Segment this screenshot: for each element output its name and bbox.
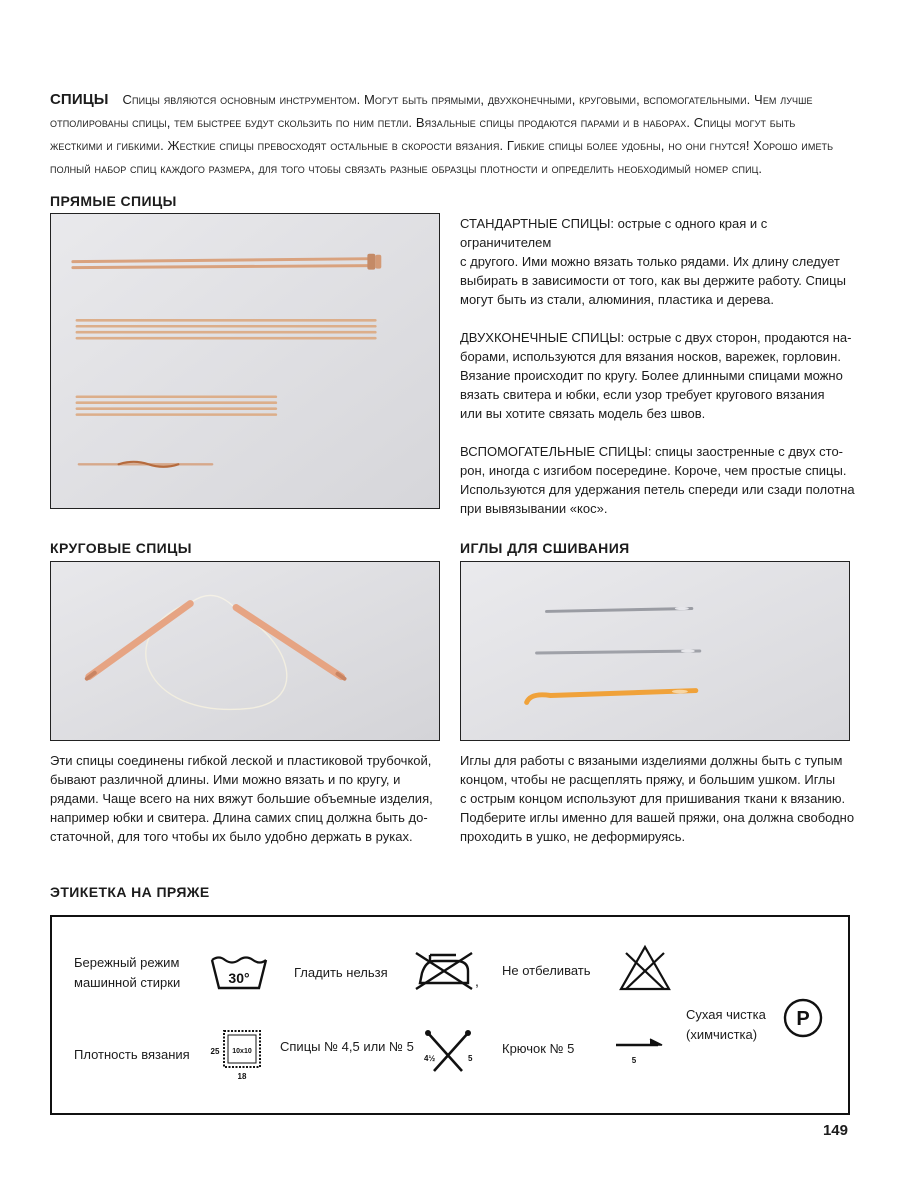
text-line: Вязание происходит по кругу. Более длинными спицами можно xyxy=(460,368,843,383)
text-line: с острым концом используют для пришивания ткани к вязанию. xyxy=(460,791,846,806)
text-line: например юбки и свитера. Длина самих спиц должна быть до- xyxy=(50,810,428,825)
iron-mark: , xyxy=(475,973,479,989)
circular-needles-text xyxy=(50,751,450,846)
intro-paragraph xyxy=(50,88,850,180)
hook-label: Крючок № 5 xyxy=(502,1041,575,1056)
sewing-needles-text xyxy=(460,751,860,846)
standard-needles-paragraph xyxy=(460,214,860,309)
gauge-stitches: 18 xyxy=(237,1072,247,1081)
heading-circular-needles: КРУГОВЫЕ СПИЦЫ xyxy=(50,540,192,556)
no-iron-icon xyxy=(412,947,476,993)
intro-lead: СПИЦЫ xyxy=(50,91,109,108)
heading-yarn-label: ЭТИКЕТКА НА ПРЯЖЕ xyxy=(50,884,210,900)
wash-label xyxy=(74,953,180,993)
hook-size: 5 xyxy=(631,1056,637,1065)
term-double-pointed: ДВУХКОНЕЧНЫЕ СПИЦЫ xyxy=(460,330,621,345)
text-line: вязать свитера и юбки, если узор требует кругового вязания xyxy=(460,387,825,402)
text-line: выбирать в зависимости от того, как вы держите работу. Спицы xyxy=(460,273,846,288)
text-line: Иглы для работы с вязаными изделиями должны быть с тупым xyxy=(460,753,843,768)
gauge-label: Плотность вязания xyxy=(74,1047,190,1062)
photo-circular-needles xyxy=(50,561,440,741)
text-line: : острые с двух сторон, продаются на- xyxy=(620,330,852,345)
heading-sewing-needles: ИГЛЫ ДЛЯ СШИВАНИЯ xyxy=(460,540,630,556)
text-line: машинной стирки xyxy=(74,975,181,990)
needle-left-size: 4½ xyxy=(424,1054,436,1063)
text-line: при вывязывании «кос». xyxy=(460,501,608,516)
text-line: статочной, для того чтобы их было удобно держать в руках. xyxy=(50,829,413,844)
iron-label: Гладить нельзя xyxy=(294,965,388,980)
text-line: Эти спицы соединены гибкой леской и пластиковой трубочкой, xyxy=(50,753,432,768)
dry-clean-letter: P xyxy=(796,1008,810,1030)
crochet-hook-icon xyxy=(612,1035,666,1071)
crossed-needles-icon xyxy=(418,1027,478,1075)
wash-tub-icon xyxy=(209,954,269,994)
text-line: Сухая чистка xyxy=(686,1007,766,1022)
yarn-label-box xyxy=(50,915,850,1115)
photo-straight-needles xyxy=(50,213,440,509)
text-line: Используются для удержания петель спереди или сзади полотна xyxy=(460,482,855,497)
wash-temperature: 30° xyxy=(228,970,250,986)
needle-size-label: Спицы № 4,5 или № 5 xyxy=(280,1039,414,1054)
heading-straight-needles: ПРЯМЫЕ СПИЦЫ xyxy=(50,193,177,209)
double-pointed-paragraph xyxy=(460,328,860,423)
cable-needles-paragraph xyxy=(460,442,860,518)
text-line: Бережный режим xyxy=(74,955,180,970)
term-cable: ВСПОМОГАТЕЛЬНЫЕ СПИЦЫ xyxy=(460,444,648,459)
text-line: с другого. Ими можно вязать только рядами. Их длину следует xyxy=(460,254,840,269)
text-line: бывают различной длины. Ими можно вязать и по кругу, и xyxy=(50,772,401,787)
text-line: (химчистка) xyxy=(686,1027,758,1042)
dry-clean-label xyxy=(686,1005,766,1045)
no-bleach-icon xyxy=(618,943,672,993)
straight-needles-text xyxy=(460,214,860,518)
needle-right-size: 5 xyxy=(468,1054,473,1063)
text-line: концом, чтобы не расщеплять пряжу, и большим ушком. Иглы xyxy=(460,772,836,787)
text-line: могут быть из стали, алюминия, пластика и дерева. xyxy=(460,292,775,307)
dry-clean-icon xyxy=(782,997,824,1039)
gauge-square-icon xyxy=(206,1027,270,1085)
term-standard: СТАНДАРТНЫЕ СПИЦЫ xyxy=(460,216,611,231)
text-line: проходить в ушко, не деформируясь. xyxy=(460,829,686,844)
gauge-square-size: 10x10 xyxy=(232,1048,252,1055)
bleach-label: Не отбеливать xyxy=(502,963,591,978)
text-line: Подберите иглы именно для вашей пряжи, она должна свободно xyxy=(460,810,855,825)
text-line: рон, иногда с изгибом посередине. Короче, чем простые спицы. xyxy=(460,463,847,478)
photo-sewing-needles xyxy=(460,561,850,741)
text-line: : острые с одного края и с ограничителем xyxy=(460,216,768,250)
page-number: 149 xyxy=(822,1122,848,1139)
text-line: рядами. Чаще всего на них вяжут большие объемные изделия, xyxy=(50,791,433,806)
gauge-rows: 25 xyxy=(210,1047,220,1056)
text-line: борами, используются для вязания носков, варежек, горловин. xyxy=(460,349,841,364)
text-line: : спицы заостренные с двух сто- xyxy=(647,444,844,459)
text-line: или вы хотите связать модель без швов. xyxy=(460,406,706,421)
intro-text: Спицы являются основным инструментом. Могут быть прямыми, двухконечными, круговыми, вспомогательными. Чем лучше отполированы спицы, тем быстрее будут скользить по ним петли. Вязальные спицы продаются парами и в наборах. Спицы могут быть жесткими и гибкими. Жесткие спицы превосходят остальные в скорости вязания. Гибкие спицы более удобны, но они гнутся! Хорошо иметь полный набор спиц каждого размера, для того чтобы связать разные образцы плотности и определить необходимый номер спиц. xyxy=(50,92,834,176)
